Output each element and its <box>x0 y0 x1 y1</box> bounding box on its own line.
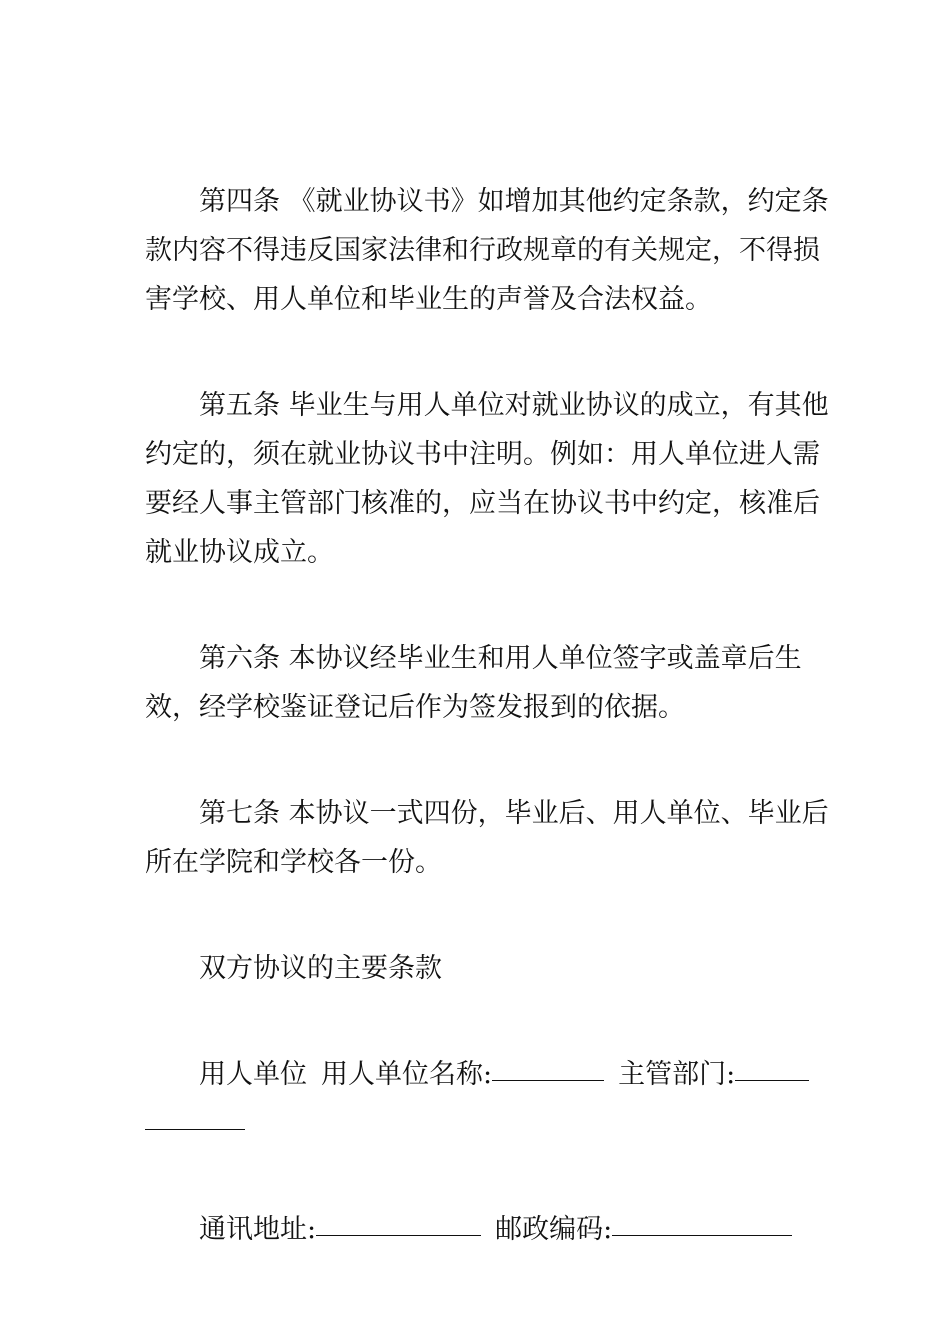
dept-label: 主管部门: <box>618 1059 736 1090</box>
dept-blank-continued[interactable] <box>145 1128 245 1130</box>
employer-field-line <box>145 1050 835 1148</box>
article-7-paragraph: 第七条 本协议一式四份，毕业后、用人单位、毕业后所在学院和学校各一份。 <box>145 798 829 878</box>
section-title: 双方协议的主要条款 <box>199 953 442 984</box>
address-blank[interactable] <box>316 1234 481 1236</box>
article-5-paragraph: 第五条 毕业生与用人单位对就业协议的成立，有其他约定的，须在就业协议书中注明。例如：用人单位进人需要经人事主管部门核准的，应当在协议书中约定，核准后就业协议成立。 <box>145 390 829 568</box>
postcode-blank[interactable] <box>612 1234 792 1236</box>
article-6-paragraph: 第六条 本协议经毕业生和用人单位签字或盖章后生效，经学校鉴证登记后作为签发报到的依据。 <box>145 643 802 723</box>
address-label: 通讯地址: <box>199 1214 317 1245</box>
postcode-label: 邮政编码: <box>495 1214 613 1245</box>
employer-heading: 用人单位 <box>199 1059 307 1090</box>
document-page <box>145 177 835 1254</box>
employer-name-label: 用人单位名称: <box>321 1059 493 1090</box>
dept-blank[interactable] <box>735 1079 809 1081</box>
address-field-line <box>145 1205 835 1254</box>
article-4-paragraph: 第四条 《就业协议书》如增加其他约定条款，约定条款内容不得违反国家法律和行政规章的有关规定，不得损害学校、用人单位和毕业生的声誉及合法权益。 <box>145 186 829 315</box>
dept-blank-continuation <box>145 1099 835 1148</box>
employer-name-blank[interactable] <box>492 1079 604 1081</box>
